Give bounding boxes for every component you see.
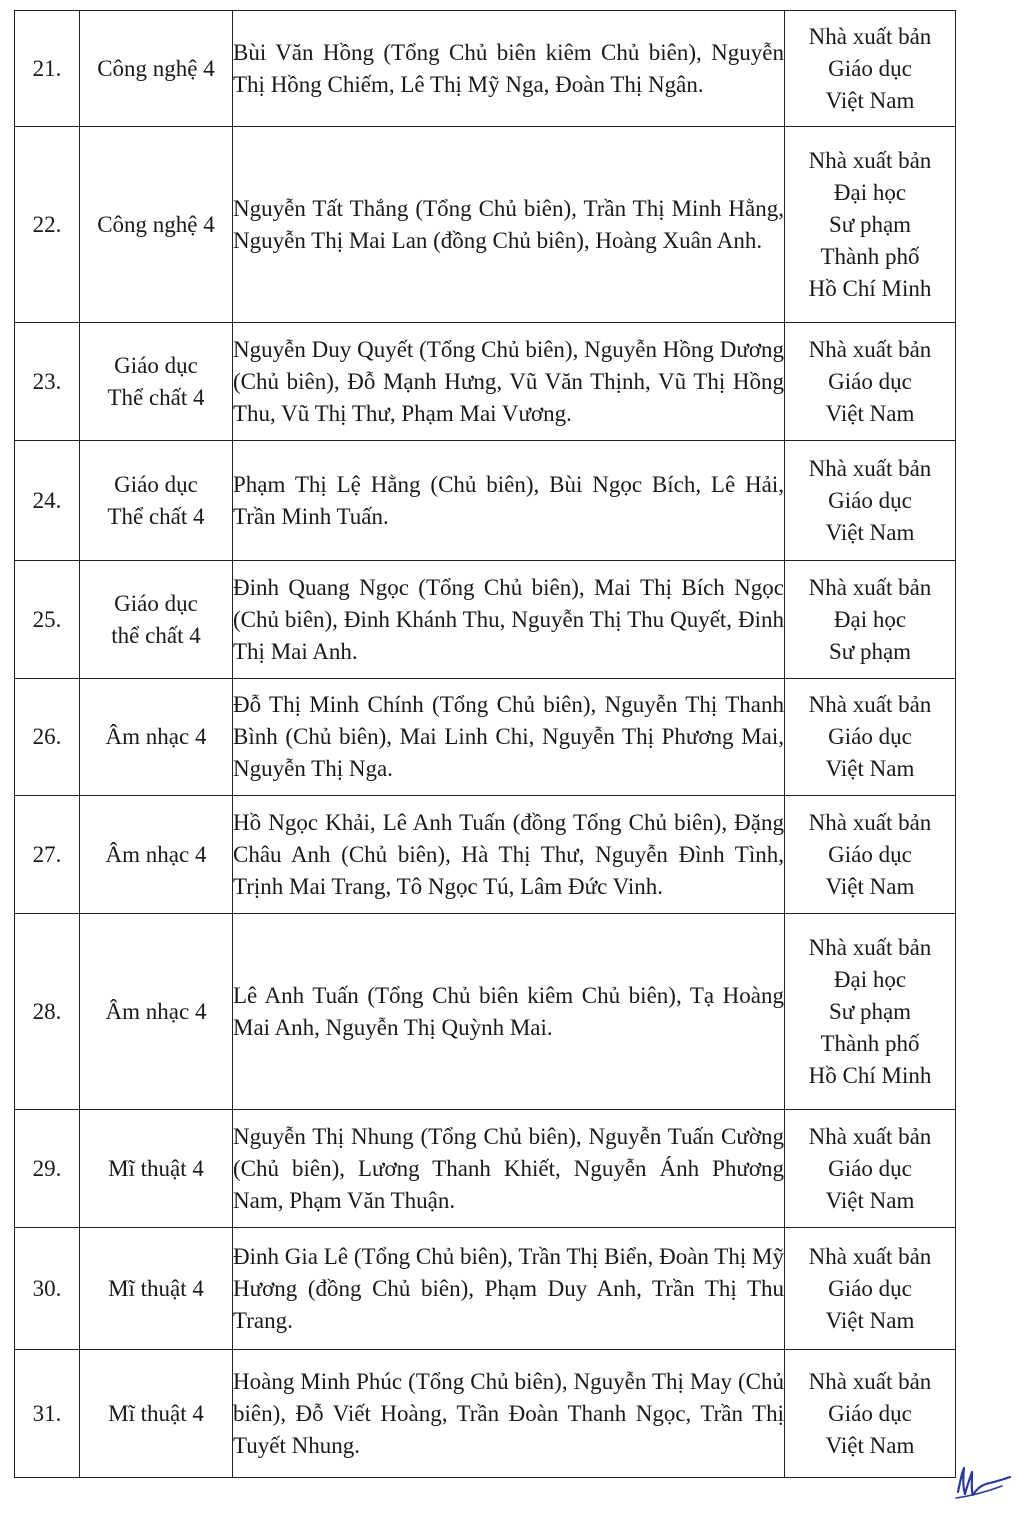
publisher-cell — [785, 679, 956, 796]
table-row — [15, 1350, 956, 1478]
row-number: 21. — [15, 11, 80, 127]
publisher-line: Nhà xuất bản — [808, 1368, 932, 1394]
publisher-line: Việt Nam — [825, 756, 915, 781]
publisher-line: Nhà xuất bản — [808, 692, 932, 717]
row-number: 24. — [15, 441, 80, 561]
publisher-line: Nhà xuất bản — [808, 336, 932, 362]
publisher-line: Thành phố — [820, 1030, 920, 1056]
publisher-line: Nhà xuất bản — [808, 934, 932, 960]
row-number: 23. — [15, 323, 80, 441]
table-row — [15, 796, 956, 914]
publisher-line: Việt Nam — [825, 400, 915, 426]
subject-line: Mĩ thuật 4 — [108, 1155, 204, 1181]
publisher-line: Giáo dục — [828, 487, 912, 513]
row-number: 25. — [15, 561, 80, 679]
authors-cell: Nguyễn Thị Nhung (Tổng Chủ biên), Nguyễn Tuấn Cường (Chủ biên), Lương Thanh Khiết, Nguyễn Ánh Phương Nam, Phạm Văn Thuận. — [233, 1110, 785, 1228]
table-row — [15, 11, 956, 127]
publisher-cell — [785, 796, 956, 914]
row-number: 31. — [15, 1350, 80, 1478]
publisher-line: Giáo dục — [828, 724, 912, 749]
publisher-line: Sư phạm — [828, 638, 912, 664]
publisher-line: Nhà xuất bản — [808, 1243, 932, 1269]
subject-cell — [80, 1228, 233, 1350]
subject-line: Giáo dục — [114, 590, 198, 616]
publisher-line: Việt Nam — [825, 87, 915, 113]
publisher-cell — [785, 1228, 956, 1350]
table-row — [15, 914, 956, 1110]
table-body — [15, 11, 956, 1478]
publisher-line: Việt Nam — [825, 1432, 915, 1458]
publisher-line: Giáo dục — [828, 1275, 912, 1301]
authors-cell: Lê Anh Tuấn (Tổng Chủ biên kiêm Chủ biên), Tạ Hoàng Mai Anh, Nguyễn Thị Quỳnh Mai. — [233, 914, 785, 1110]
row-number: 26. — [15, 679, 80, 796]
publisher-cell — [785, 1110, 956, 1228]
table-row — [15, 679, 956, 796]
subject-cell — [80, 796, 233, 914]
table-row — [15, 441, 956, 561]
publisher-line: Giáo dục — [828, 841, 912, 867]
publisher-line: Đại học — [833, 966, 907, 992]
row-number: 28. — [15, 914, 80, 1110]
row-number: 22. — [15, 127, 80, 323]
publisher-line: Nhà xuất bản — [808, 574, 932, 600]
publisher-line: Giáo dục — [828, 368, 912, 394]
publisher-line: Giáo dục — [828, 1155, 912, 1181]
authors-cell: Đỗ Thị Minh Chính (Tổng Chủ biên), Nguyễn Thị Thanh Bình (Chủ biên), Mai Linh Chi, Nguyễn Thị Phương Mai, Nguyễn Thị Nga. — [233, 679, 785, 796]
publisher-line: Nhà xuất bản — [808, 1123, 932, 1149]
subject-cell — [80, 1110, 233, 1228]
publisher-line: Đại học — [833, 179, 907, 205]
authors-cell: Phạm Thị Lệ Hằng (Chủ biên), Bùi Ngọc Bích, Lê Hải, Trần Minh Tuấn. — [233, 441, 785, 561]
subject-line: Giáo dục — [114, 471, 198, 497]
publisher-line: Sư phạm — [828, 211, 912, 237]
subject-cell — [80, 441, 233, 561]
table-row — [15, 1110, 956, 1228]
table-row — [15, 323, 956, 441]
subject-line: Thể chất 4 — [107, 384, 205, 410]
publisher-cell — [785, 11, 956, 127]
subject-line: Giáo dục — [114, 352, 198, 378]
publisher-line: Việt Nam — [825, 519, 915, 545]
publisher-line: Nhà xuất bản — [808, 455, 932, 481]
subject-line: Mĩ thuật 4 — [108, 1400, 204, 1426]
publisher-line: Nhà xuất bản — [808, 147, 932, 173]
publisher-line: Thành phố — [820, 243, 920, 269]
authors-cell: Đinh Quang Ngọc (Tổng Chủ biên), Mai Thị Bích Ngọc (Chủ biên), Đinh Khánh Thu, Nguyễn Thị Thu Quyết, Đinh Thị Mai Anh. — [233, 561, 785, 679]
publisher-line: Sư phạm — [828, 998, 912, 1024]
subject-cell — [80, 914, 233, 1110]
publisher-line: Giáo dục — [828, 55, 912, 81]
authors-cell: Nguyễn Tất Thắng (Tổng Chủ biên), Trần Thị Minh Hằng, Nguyễn Thị Mai Lan (đồng Chủ biên), Hoàng Xuân Anh. — [233, 127, 785, 323]
authors-cell: Đinh Gia Lê (Tổng Chủ biên), Trần Thị Biển, Đoàn Thị Mỹ Hương (đồng Chủ biên), Phạm Duy Anh, Trần Thị Thu Trang. — [233, 1228, 785, 1350]
authors-cell: Nguyễn Duy Quyết (Tổng Chủ biên), Nguyễn Hồng Dương (Chủ biên), Đỗ Mạnh Hưng, Vũ Văn Thịnh, Vũ Thị Hồng Thu, Vũ Thị Thư, Phạm Mai Vương. — [233, 323, 785, 441]
publisher-line: Việt Nam — [825, 1307, 915, 1333]
publisher-cell — [785, 323, 956, 441]
publisher-line: Nhà xuất bản — [808, 23, 932, 49]
row-number: 29. — [15, 1110, 80, 1228]
subject-line: Mĩ thuật 4 — [108, 1275, 204, 1301]
subject-line: Công nghệ 4 — [97, 55, 215, 81]
publisher-line: Việt Nam — [825, 1187, 915, 1213]
publisher-line: Nhà xuất bản — [808, 809, 932, 835]
publisher-cell — [785, 1350, 956, 1478]
table-row — [15, 561, 956, 679]
subject-line: Thể chất 4 — [107, 503, 205, 529]
subject-line: Âm nhạc 4 — [105, 998, 207, 1024]
subject-cell — [80, 323, 233, 441]
subject-cell — [80, 1350, 233, 1478]
publisher-line: Giáo dục — [828, 1400, 912, 1426]
subject-cell — [80, 561, 233, 679]
subject-cell — [80, 11, 233, 127]
row-number: 27. — [15, 796, 80, 914]
subject-line: Công nghệ 4 — [97, 211, 215, 237]
publisher-cell — [785, 561, 956, 679]
subject-cell — [80, 127, 233, 323]
publisher-line: Hồ Chí Minh — [808, 275, 932, 301]
table-row — [15, 1228, 956, 1350]
table-row — [15, 127, 956, 323]
publisher-cell — [785, 441, 956, 561]
signature-mark — [952, 1462, 1014, 1506]
authors-cell: Hồ Ngọc Khải, Lê Anh Tuấn (đồng Tổng Chủ biên), Đặng Châu Anh (Chủ biên), Hà Thị Thư, Nguyễn Đình Tình, Trịnh Mai Trang, Tô Ngọc Tú, Lâm Đức Vinh. — [233, 796, 785, 914]
textbook-table — [14, 10, 956, 1478]
publisher-line: Đại học — [833, 606, 907, 632]
authors-cell: Hoàng Minh Phúc (Tổng Chủ biên), Nguyễn Thị May (Chủ biên), Đỗ Viết Hoàng, Trần Đoàn Thanh Ngọc, Trần Thị Tuyết Nhung. — [233, 1350, 785, 1478]
publisher-cell — [785, 127, 956, 323]
subject-line: thể chất 4 — [111, 622, 201, 648]
publisher-line: Việt Nam — [825, 873, 915, 899]
publisher-cell — [785, 914, 956, 1110]
subject-line: Âm nhạc 4 — [105, 724, 207, 749]
subject-line: Âm nhạc 4 — [105, 841, 207, 867]
authors-cell: Bùi Văn Hồng (Tổng Chủ biên kiêm Chủ biên), Nguyễn Thị Hồng Chiếm, Lê Thị Mỹ Nga, Đoàn Thị Ngân. — [233, 11, 785, 127]
subject-cell — [80, 679, 233, 796]
publisher-line: Hồ Chí Minh — [808, 1062, 932, 1088]
row-number: 30. — [15, 1228, 80, 1350]
